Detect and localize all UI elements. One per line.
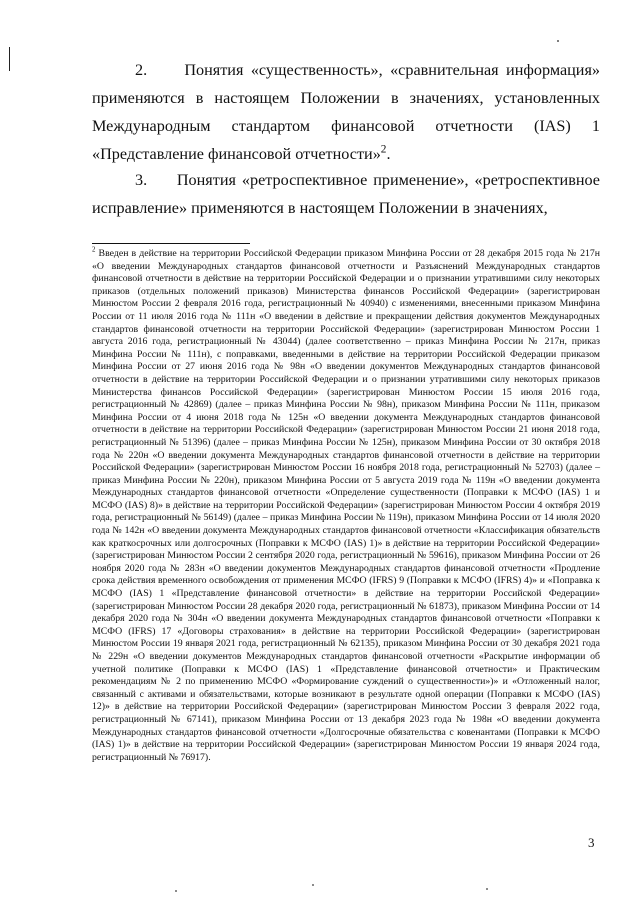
footnote-2 xyxy=(92,248,600,764)
scan-speck xyxy=(312,884,314,886)
paragraph-2-number: 2. xyxy=(135,61,148,79)
paragraph-3 xyxy=(92,166,600,222)
paragraph-2-end: . xyxy=(386,145,391,163)
footnote-separator xyxy=(92,243,250,244)
scan-speck xyxy=(557,40,559,42)
paragraph-2-text: Понятия «существенность», «сравнительная информация» применяются в настоящем Положении в значениях, установленных Международным стандартом финансовой отчетности (IAS) 1 «Представление финансовой отчетности» xyxy=(92,61,600,163)
margin-binding-mark xyxy=(9,47,10,71)
paragraph-3-text: Понятия «ретроспективное применение», «ретроспективное исправление» применяются в настоящем Положении в значениях, xyxy=(92,171,600,217)
paragraph-3-number: 3. xyxy=(135,171,148,189)
footnote-marker: 2 xyxy=(92,246,96,254)
scan-speck xyxy=(486,888,488,890)
paragraph-2 xyxy=(92,56,600,168)
footnote-reference[interactable]: 2 xyxy=(380,143,387,156)
scan-speck xyxy=(175,890,177,892)
footnote-text: Введен в действие на территории Российской Федерации приказом Минфина России от 28 декабря 2015 года № 217н «О введении Международных стандартов финансовой отчетности и Разъяснений Международных стандартов финансовой отчетности в действие на территории Российской Федерации и о признании утратившими силу некоторых приказов (отдельных положений приказов) Министерства финансов Российской Федерации» (зарегистрирован Минюстом России 2 февраля 2016 года, регистрационный № 40940) с изменениями, внесенными приказом Минфина России от 11 июля 2016 года № 111н «О введении в действие и прекращении действия документов Международных стандартов финансовой отчетности на территории Российской Федерации» (зарегистрирован Минюстом России 1 августа 2016 года, регистрационный № 43044) (далее соответственно – приказ Минфина России № 217н, приказ Минфина России № 111н), с поправками, введенными в действие на территории Российской Федерации приказом Минфина России от 27 июня 2016 года № 98н «О введении документов Международных стандартов финансовой отчетности в действие на территории Российской Федерации и о признании утратившими силу некоторых приказов Министерства финансов Российской Федерации» (зарегистрирован Минюстом России 15 июля 2016 года, регистрационный № 42869) (далее – приказ Минфина России № 98н), приказом Минфина России № 111н, приказом Минфина России от 4 июня 2018 года № 125н «О введении документа Международных стандартов финансовой отчетности в действие на территории Российской Федерации» (зарегистрирован Минюстом России 21 июня 2018 года, регистрационный № 51396) (далее – приказ Минфина России № 125н), приказом Минфина России от 30 октября 2018 года № 220н «О введении документа Международных стандартов финансовой отчетности в действие на территории Российской Федерации» (зарегистрирован Минюстом России 16 ноября 2018 года, регистрационный № 52703) (далее – приказ Минфина России № 220н), приказом Минфина России от 5 августа 2019 года № 119н «О введении документа Международных стандартов финансовой отчетности «Определение существенности (Поправки к МСФО (IAS) 1 и МСФО (IAS) 8)» в действие на территории Российской Федерации» (зарегистрирован Минюстом России 4 октября 2019 года, регистрационный № 56149) (далее – приказ Минфина России № 119н), приказом Минфина России от 14 июля 2020 года № 142н «О введении документа Международных стандартов финансовой отчетности «Классификация обязательств как краткосрочных или долгосрочных (Поправки к МСФО (IAS) 1)» в действие на территории Российской Федерации» (зарегистрирован Минюстом России 2 сентября 2020 года, регистрационный № 59616), приказом Минфина России от 26 ноября 2020 года № 283н «О введении документов Международных стандартов финансовой отчетности «Продление срока действия временного освобождения от применения МСФО (IFRS) 9 (Поправки к МСФО (IFRS) 4)» и «Поправка к МСФО (IAS) 1 «Представление финансовой отчетности» в действие на территории Российской Федерации» (зарегистрирован Минюстом России 28 декабря 2020 года, регистрационный № 61873), приказом Минфина России от 14 декабря 2020 года № 304н «О введении документа Международных стандартов финансовой отчетности «Поправки к МСФО (IFRS) 17 «Договоры страхования» в действие на территории Российской Федерации» (зарегистрирован Минюстом России 19 января 2021 года, регистрационный № 62135), приказом Минфина России от 30 декабря 2021 года № 229н «О введении документов Международных стандартов финансовой отчетности «Раскрытие информации об учетной политике (Поправки к МСФО (IAS) 1 «Представление финансовой отчетности» и Практическим рекомендациям № 2 по применению МСФО «Формирование суждений о существенности»)» и «Отложенный налог, связанный с активами и обязательствами, которые возникают в результате одной операции (Поправки к МСФО (IAS) 12)» в действие на территории Российской Федерации» (зарегистрирован Минюстом России 3 февраля 2022 года, регистрационный № 67141), приказом Минфина России от 13 декабря 2023 года № 198н «О введении документа Международных стандартов финансовой отчетности «Долгосрочные обязательства с ковенантами (Поправки к МСФО (IAS) 1)» в действие на территории Российской Федерации» (зарегистрирован Минюстом России 19 января 2024 года, регистрационный № 76917). xyxy=(92,248,601,763)
page-number: 3 xyxy=(588,835,595,850)
